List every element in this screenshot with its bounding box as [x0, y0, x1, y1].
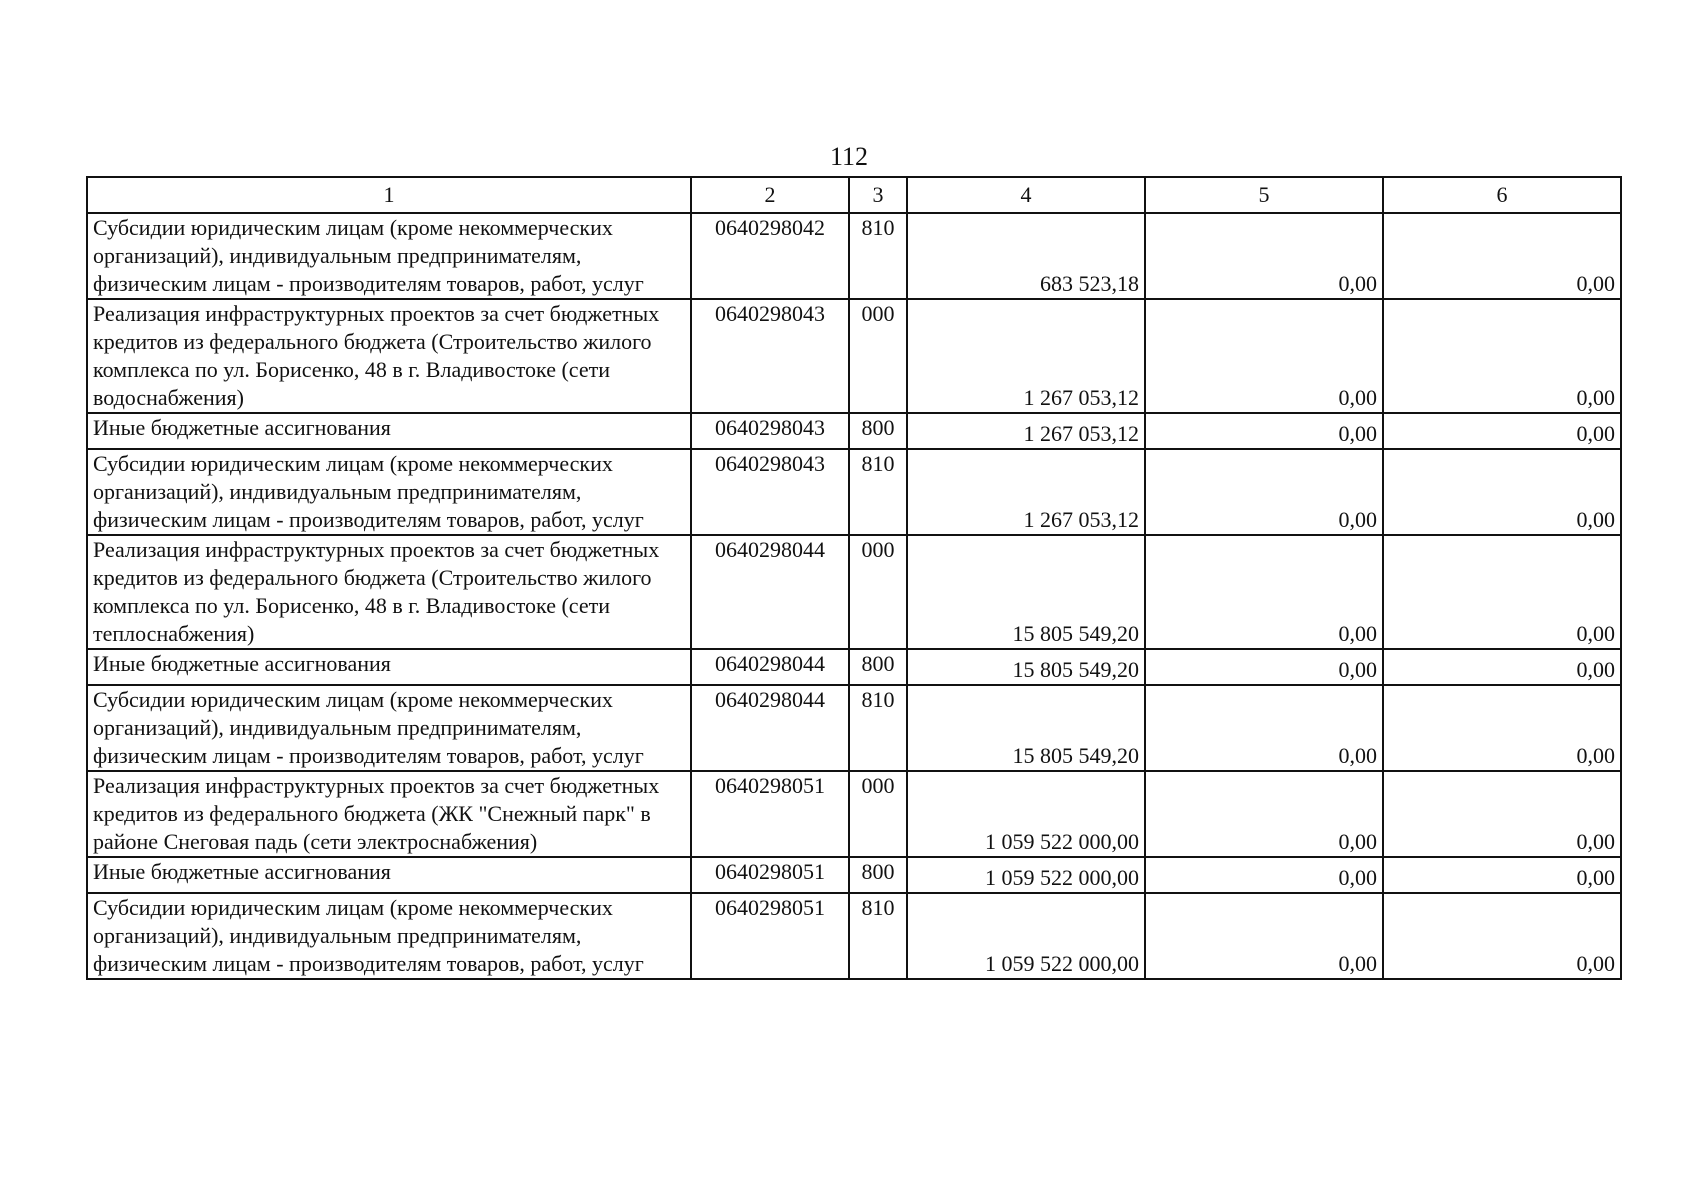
row-expense-type: 800: [849, 649, 907, 685]
row-amount-col6: 0,00: [1383, 449, 1621, 535]
table-row: [87, 299, 1621, 413]
header-col-6: 6: [1383, 177, 1621, 213]
row-amount-col6: 0,00: [1383, 299, 1621, 413]
row-amount-col4: 15 805 549,20: [907, 649, 1145, 685]
row-amount-col5: 0,00: [1145, 649, 1383, 685]
table-row: [87, 649, 1621, 685]
row-target-code: 0640298043: [691, 413, 849, 449]
row-target-code: 0640298051: [691, 893, 849, 979]
row-amount-col5: 0,00: [1145, 213, 1383, 299]
table-row: [87, 685, 1621, 771]
row-amount-col6: 0,00: [1383, 535, 1621, 649]
row-target-code: 0640298044: [691, 649, 849, 685]
row-amount-col6: 0,00: [1383, 213, 1621, 299]
row-amount-col4: 683 523,18: [907, 213, 1145, 299]
row-target-code: 0640298051: [691, 771, 849, 857]
row-amount-col4: 1 267 053,12: [907, 449, 1145, 535]
row-target-code: 0640298051: [691, 857, 849, 893]
row-description: Реализация инфраструктурных проектов за счет бюджетных кредитов из федерального бюджета (ЖК "Снежный парк" в районе Снеговая падь (сети электроснабжения): [87, 771, 691, 857]
row-amount-col5: 0,00: [1145, 893, 1383, 979]
row-description: Иные бюджетные ассигнования: [87, 649, 691, 685]
row-amount-col6: 0,00: [1383, 413, 1621, 449]
header-row: [87, 177, 1621, 213]
row-expense-type: 810: [849, 685, 907, 771]
header-col-4: 4: [907, 177, 1145, 213]
row-amount-col5: 0,00: [1145, 299, 1383, 413]
row-target-code: 0640298042: [691, 213, 849, 299]
row-amount-col5: 0,00: [1145, 857, 1383, 893]
row-amount-col6: 0,00: [1383, 771, 1621, 857]
table-row: [87, 213, 1621, 299]
row-amount-col5: 0,00: [1145, 449, 1383, 535]
row-amount-col6: 0,00: [1383, 685, 1621, 771]
row-amount-col6: 0,00: [1383, 893, 1621, 979]
row-expense-type: 000: [849, 299, 907, 413]
header-col-1: 1: [87, 177, 691, 213]
row-description: Иные бюджетные ассигнования: [87, 857, 691, 893]
row-description: Реализация инфраструктурных проектов за счет бюджетных кредитов из федерального бюджета (Строительство жилого комплекса по ул. Борисенко, 48 в г. Владивостоке (сети теплоснабжения): [87, 535, 691, 649]
row-description: Субсидии юридическим лицам (кроме некоммерческих организаций), индивидуальным предпринимателям, физическим лицам - производителям товаров, работ, услуг: [87, 449, 691, 535]
table-row: [87, 535, 1621, 649]
row-expense-type: 810: [849, 893, 907, 979]
table-row: [87, 893, 1621, 979]
row-target-code: 0640298043: [691, 299, 849, 413]
row-amount-col4: 15 805 549,20: [907, 535, 1145, 649]
row-expense-type: 800: [849, 413, 907, 449]
row-target-code: 0640298044: [691, 535, 849, 649]
budget-table: [86, 176, 1622, 980]
table-row: [87, 857, 1621, 893]
row-amount-col4: 1 267 053,12: [907, 413, 1145, 449]
table-row: [87, 771, 1621, 857]
row-amount-col6: 0,00: [1383, 649, 1621, 685]
row-expense-type: 800: [849, 857, 907, 893]
row-description: Реализация инфраструктурных проектов за счет бюджетных кредитов из федерального бюджета (Строительство жилого комплекса по ул. Борисенко, 48 в г. Владивостоке (сети водоснабжения): [87, 299, 691, 413]
row-target-code: 0640298043: [691, 449, 849, 535]
row-amount-col4: 15 805 549,20: [907, 685, 1145, 771]
row-expense-type: 810: [849, 213, 907, 299]
header-col-5: 5: [1145, 177, 1383, 213]
row-amount-col5: 0,00: [1145, 685, 1383, 771]
row-expense-type: 810: [849, 449, 907, 535]
row-description: Субсидии юридическим лицам (кроме некоммерческих организаций), индивидуальным предпринимателям, физическим лицам - производителям товаров, работ, услуг: [87, 213, 691, 299]
table-row: [87, 413, 1621, 449]
row-amount-col4: 1 059 522 000,00: [907, 893, 1145, 979]
row-amount-col4: 1 267 053,12: [907, 299, 1145, 413]
row-description: Иные бюджетные ассигнования: [87, 413, 691, 449]
row-expense-type: 000: [849, 771, 907, 857]
header-col-3: 3: [849, 177, 907, 213]
row-description: Субсидии юридическим лицам (кроме некоммерческих организаций), индивидуальным предпринимателям, физическим лицам - производителям товаров, работ, услуг: [87, 893, 691, 979]
header-col-2: 2: [691, 177, 849, 213]
row-expense-type: 000: [849, 535, 907, 649]
table-row: [87, 449, 1621, 535]
row-amount-col6: 0,00: [1383, 857, 1621, 893]
row-amount-col5: 0,00: [1145, 413, 1383, 449]
row-amount-col4: 1 059 522 000,00: [907, 771, 1145, 857]
row-target-code: 0640298044: [691, 685, 849, 771]
row-amount-col5: 0,00: [1145, 771, 1383, 857]
page-number: 112: [829, 142, 869, 171]
row-amount-col4: 1 059 522 000,00: [907, 857, 1145, 893]
row-amount-col5: 0,00: [1145, 535, 1383, 649]
row-description: Субсидии юридическим лицам (кроме некоммерческих организаций), индивидуальным предпринимателям, физическим лицам - производителям товаров, работ, услуг: [87, 685, 691, 771]
